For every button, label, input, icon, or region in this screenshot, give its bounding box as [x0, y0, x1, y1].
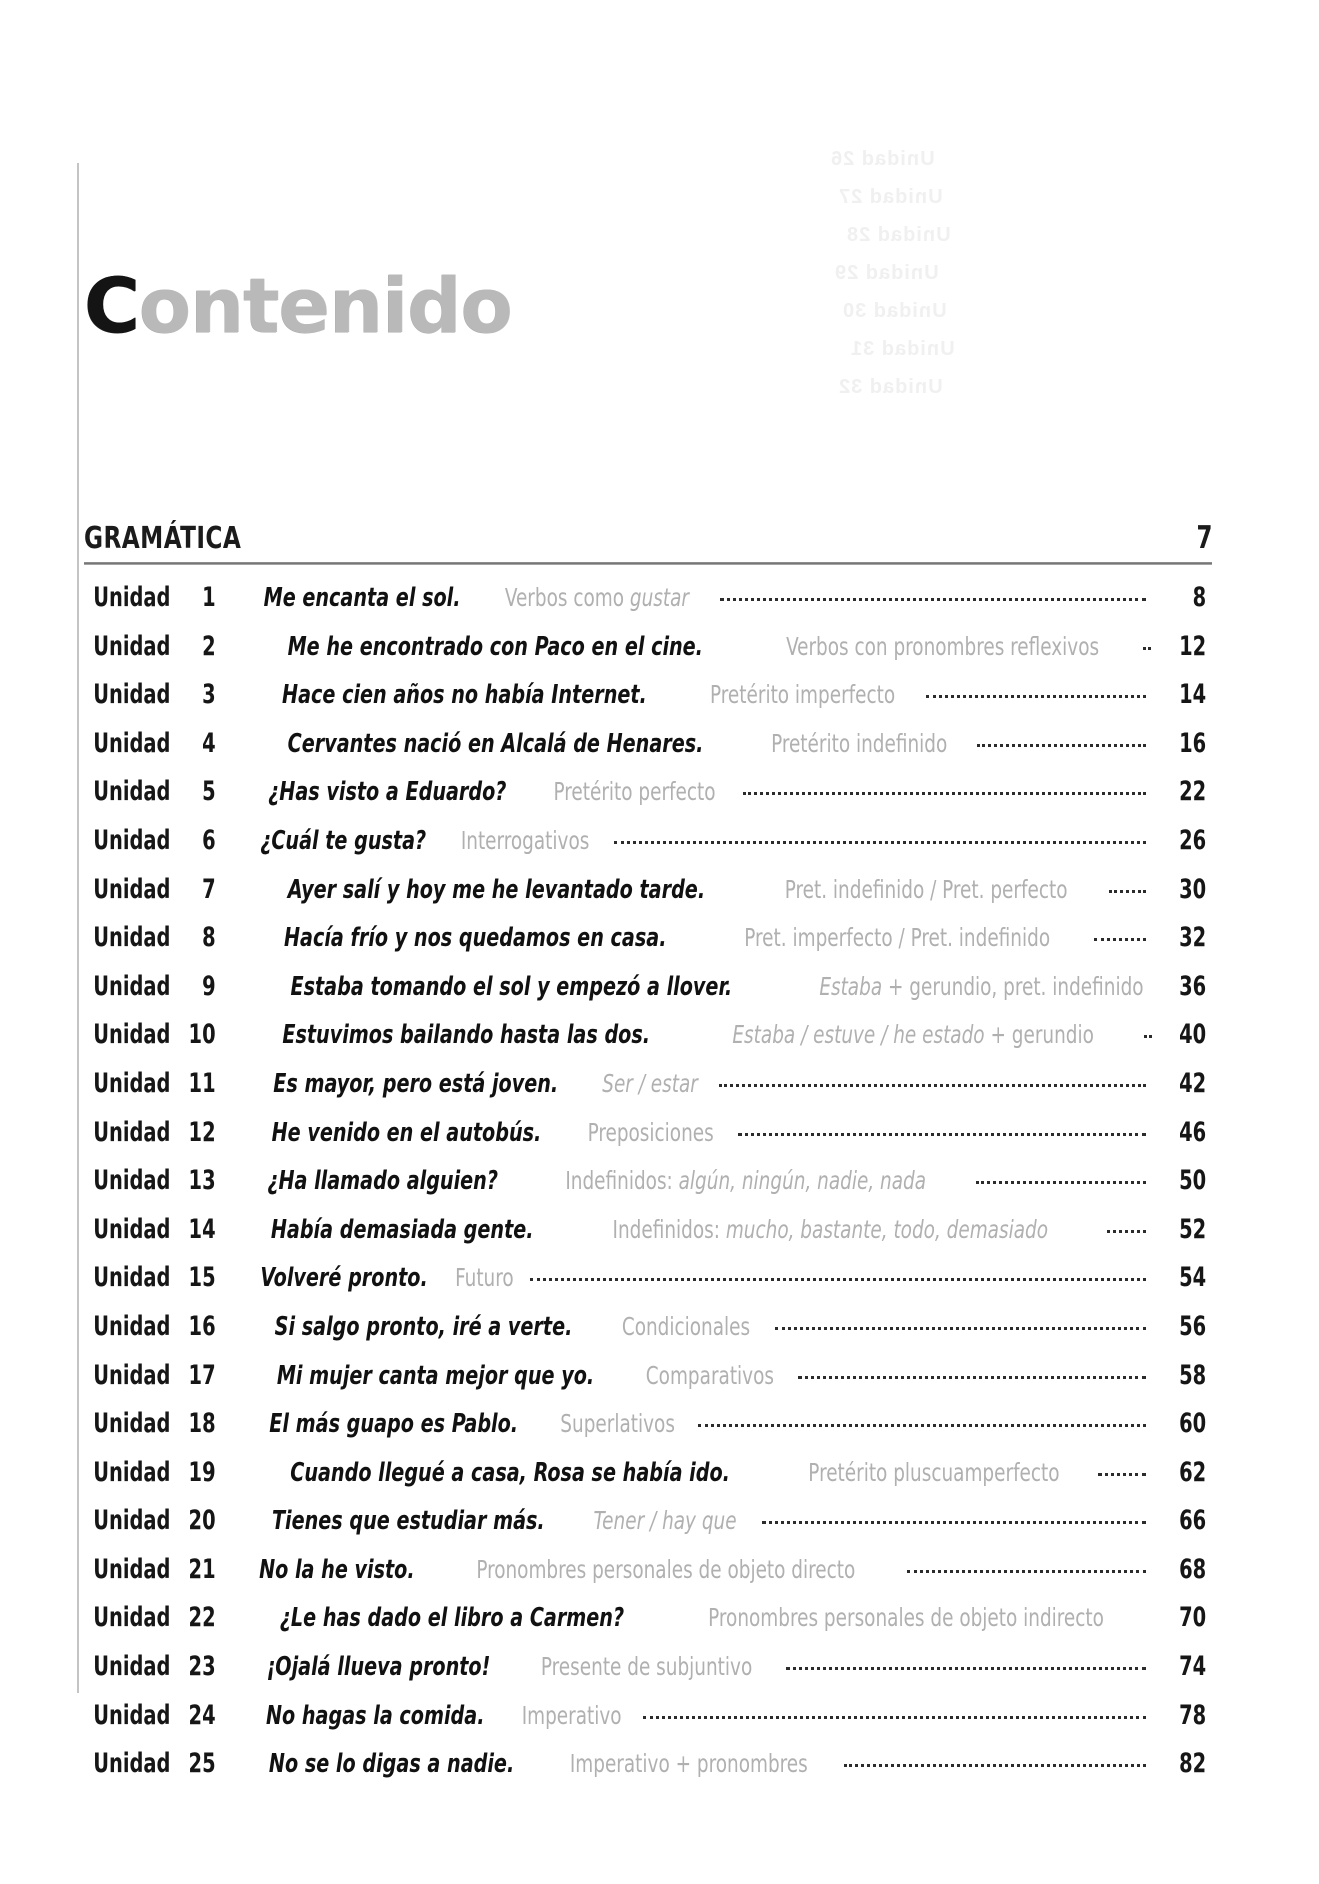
toc-entry-body — [242, 923, 1154, 953]
toc-entry[interactable] — [84, 776, 1212, 825]
toc-entry-topic: Pretérito indefinido — [771, 728, 948, 758]
toc-entry-body — [242, 1652, 1154, 1682]
toc-entry-topic: Interrogativos — [461, 825, 590, 855]
toc-entry-unit-number: 11 — [188, 1067, 216, 1099]
toc-entry-title: Hacía frío y nos quedamos en casa. — [283, 923, 667, 954]
toc-entry-title: Estaba tomando el sol y empezó a llover. — [290, 971, 733, 1002]
toc-entry[interactable] — [84, 1311, 1212, 1360]
toc-entry-page-number[interactable]: 40 — [1179, 1019, 1207, 1051]
section-divider — [84, 562, 1212, 565]
toc-entry-body — [242, 1020, 1154, 1050]
toc-entry-topic-emphasis: Ser / estar — [602, 1068, 699, 1098]
toc-entry-unit-number: 22 — [188, 1602, 216, 1634]
toc-entry-dot-leader — [614, 841, 1146, 844]
toc-entry[interactable] — [84, 1651, 1212, 1700]
toc-entry-unit-label: Unidad — [93, 1456, 171, 1488]
toc-entry-dot-leader — [1144, 1035, 1154, 1038]
toc-entry-body — [242, 1118, 1154, 1148]
toc-entry-dot-leader — [1107, 1230, 1147, 1233]
toc-entry-page-number[interactable]: 74 — [1179, 1651, 1207, 1683]
toc-entry-body — [242, 1166, 1154, 1196]
toc-entry-topic: Verbos como gustar — [505, 583, 690, 612]
toc-entry-page-number[interactable]: 62 — [1179, 1456, 1207, 1488]
section-gramatica — [84, 520, 1212, 565]
toc-entry-body — [242, 1069, 1154, 1099]
toc-entry-title: ¿Has visto a Eduardo? — [268, 777, 507, 808]
toc-entry-dot-leader — [719, 1084, 1146, 1087]
toc-entry-title: Había demasiada gente. — [270, 1214, 534, 1245]
toc-entry-title: Me encanta el sol. — [263, 583, 461, 613]
toc-entry-topic: Pret. imperfecto / Pret. indefinido — [744, 923, 1051, 953]
toc-entry-title: No hagas la comida. — [265, 1700, 485, 1731]
page-title — [84, 261, 512, 350]
toc-entry[interactable] — [84, 1117, 1212, 1166]
toc-entry-unit-number: 7 — [202, 873, 216, 905]
toc-entry-body — [242, 1555, 1154, 1585]
toc-entry-topic: Comparativos — [645, 1360, 775, 1390]
toc-entry-topic-emphasis: algún, ningún, nadie, nada — [678, 1166, 927, 1196]
toc-entry-title: ¿Le has dado el libro a Carmen? — [279, 1603, 625, 1634]
toc-entry-unit-label: Unidad — [93, 582, 171, 613]
toc-entry-title: Tienes que estudiar más. — [271, 1506, 545, 1537]
toc-entry-unit-number: 2 — [202, 630, 216, 662]
toc-entry-topic: Imperativo + pronombres — [569, 1749, 808, 1779]
toc-entry-title: Ayer salí y hoy me he levantado tarde. — [287, 874, 706, 905]
toc-entry-unit-number: 16 — [188, 1310, 216, 1342]
show-through-text: Unidad 30 — [842, 300, 947, 322]
toc-entry-page-number[interactable]: 30 — [1179, 873, 1207, 905]
toc-entry[interactable] — [84, 1602, 1212, 1651]
toc-entry-body — [242, 875, 1154, 905]
toc-entry-title: Cervantes nació en Alcalá de Henares. — [287, 728, 704, 759]
toc-entry-dot-leader — [976, 1181, 1146, 1184]
toc-entry[interactable] — [84, 1457, 1212, 1506]
toc-entry-page-number[interactable]: 52 — [1179, 1213, 1207, 1245]
toc-entry-body — [242, 583, 1154, 613]
toc-entry-topic-emphasis: Estaba / estuve / he estado — [732, 1020, 986, 1050]
toc-entry-page-number[interactable]: 56 — [1179, 1310, 1207, 1342]
toc-entry[interactable] — [84, 679, 1212, 728]
toc-entry-title: El más guapo es Pablo. — [269, 1409, 519, 1440]
toc-list — [84, 582, 1212, 1797]
show-through-text: Unidad 29 — [834, 262, 939, 284]
toc-entry-unit-label: Unidad — [93, 776, 171, 808]
toc-entry-unit-label: Unidad — [93, 1067, 171, 1099]
toc-entry-unit-label: Unidad — [93, 1602, 171, 1634]
toc-entry-dot-leader — [1109, 890, 1146, 893]
toc-entry-page-number[interactable]: 78 — [1179, 1699, 1207, 1731]
toc-entry-unit-number: 15 — [188, 1262, 216, 1294]
toc-entry-topic-emphasis: gustar — [630, 583, 690, 612]
toc-entry-topic — [591, 1506, 737, 1535]
toc-entry-unit-number: 25 — [188, 1748, 216, 1780]
toc-entry-unit-label: Unidad — [93, 1213, 171, 1245]
toc-entry-unit-number: 4 — [202, 727, 216, 759]
toc-entry-title: No se lo digas a nadie. — [268, 1749, 515, 1780]
toc-entry-title: Me he encontrado con Paco en el cine. — [287, 631, 703, 662]
toc-entry-page-number[interactable]: 16 — [1179, 727, 1207, 759]
toc-entry[interactable] — [84, 1505, 1212, 1554]
toc-entry-title: Cuando llegué a casa, Rosa se había ido. — [290, 1457, 730, 1488]
page-title-initial: C — [84, 261, 139, 350]
toc-entry-dot-leader — [738, 1133, 1146, 1136]
toc-entry-unit-number: 12 — [188, 1116, 216, 1148]
toc-entry-unit-label: Unidad — [93, 1699, 171, 1731]
toc-entry-dot-leader — [977, 744, 1146, 747]
toc-entry-body — [242, 1361, 1154, 1391]
page-title-rest: ontenido — [138, 261, 512, 350]
toc-entry[interactable] — [84, 1700, 1212, 1749]
toc-entry-dot-leader — [798, 1376, 1146, 1379]
toc-entry-topic: Estaba + gerundio, pret. indefinido — [818, 971, 1144, 1001]
toc-entry-title: No la he visto. — [259, 1554, 415, 1585]
toc-entry-page-number[interactable]: 14 — [1179, 679, 1207, 711]
toc-entry-unit-number: 3 — [202, 679, 216, 711]
toc-entry[interactable] — [84, 971, 1212, 1020]
show-through-text: Unidad 26 — [830, 148, 935, 170]
toc-entry-dot-leader — [762, 1521, 1146, 1524]
toc-entry[interactable] — [84, 825, 1212, 874]
toc-entry-body — [242, 1603, 1154, 1633]
toc-entry-page-number[interactable]: 12 — [1179, 630, 1207, 662]
toc-entry-unit-number: 20 — [188, 1505, 216, 1537]
toc-entry[interactable] — [84, 922, 1212, 971]
toc-entry-dot-leader — [720, 598, 1146, 601]
toc-entry-dot-leader — [926, 695, 1146, 698]
toc-entry-page-number[interactable]: 42 — [1179, 1067, 1207, 1099]
toc-entry-topic-emphasis: Estaba — [818, 971, 882, 1001]
toc-entry-title: He venido en el autobús. — [271, 1117, 542, 1148]
toc-entry[interactable] — [84, 1165, 1212, 1214]
toc-entry-topic-emphasis: mucho, bastante, todo, demasiado — [726, 1214, 1049, 1244]
toc-entry-body — [242, 1701, 1154, 1731]
show-through-text: Unidad 31 — [850, 338, 955, 360]
toc-entry[interactable] — [84, 1262, 1212, 1311]
toc-entry-dot-leader — [907, 1570, 1146, 1573]
toc-entry-dot-leader — [1143, 647, 1154, 650]
toc-entry-unit-number: 5 — [202, 776, 216, 808]
toc-entry-unit-number: 14 — [188, 1213, 216, 1245]
toc-entry-dot-leader — [743, 792, 1146, 795]
toc-entry-unit-label: Unidad — [93, 1505, 171, 1537]
toc-entry-title: Es mayor, pero está joven. — [273, 1068, 559, 1099]
toc-entry-unit-number: 19 — [188, 1456, 216, 1488]
toc-entry-topic: Preposiciones — [587, 1117, 714, 1147]
toc-entry-title: Hace cien años no había Internet. — [282, 680, 647, 711]
toc-entry-unit-label: Unidad — [93, 873, 171, 905]
toc-entry-title: ¿Ha llamado alguien? — [267, 1166, 498, 1197]
toc-entry-unit-label: Unidad — [93, 970, 171, 1002]
toc-entry[interactable] — [84, 1019, 1212, 1068]
toc-entry-body — [242, 1409, 1154, 1439]
toc-entry-topic: Pretérito perfecto — [553, 777, 716, 807]
toc-entry-body — [242, 777, 1154, 807]
toc-entry-topic: Presente de subjuntivo — [540, 1652, 753, 1682]
toc-entry-body — [242, 972, 1154, 1002]
toc-entry-unit-number: 18 — [188, 1408, 216, 1440]
toc-entry-topic: Pret. indefinido / Pret. perfecto — [784, 874, 1068, 904]
toc-entry-body — [242, 1215, 1154, 1245]
toc-entry-title: ¡Ojalá llueva pronto! — [266, 1652, 491, 1683]
show-through-text: Unidad 27 — [838, 186, 943, 208]
toc-entry-topic: Pretérito imperfecto — [709, 680, 896, 710]
toc-entry-body — [242, 1749, 1154, 1779]
toc-entry-page-number[interactable]: 32 — [1179, 922, 1207, 954]
toc-entry-dot-leader — [844, 1764, 1146, 1767]
toc-entry-page-number[interactable]: 70 — [1179, 1602, 1207, 1634]
toc-entry-title: ¿Cuál te gusta? — [260, 825, 427, 856]
toc-entry-topic: Estaba / estuve / he estado + gerundio — [732, 1020, 1095, 1050]
toc-entry-topic: Imperativo — [522, 1700, 623, 1730]
toc-entry-unit-label: Unidad — [93, 1116, 171, 1148]
toc-entry-page-number[interactable]: 82 — [1179, 1748, 1207, 1780]
toc-entry-unit-number: 24 — [188, 1699, 216, 1731]
toc-entry-unit-number: 1 — [202, 582, 216, 613]
toc-entry-body — [242, 1263, 1154, 1293]
toc-entry[interactable] — [84, 1068, 1212, 1117]
toc-entry-page-number[interactable]: 22 — [1179, 776, 1207, 808]
toc-entry-page-number[interactable]: 54 — [1179, 1262, 1207, 1294]
toc-entry-unit-label: Unidad — [93, 1165, 171, 1197]
toc-entry-topic: Verbos con pronombres reflexivos — [785, 631, 1099, 661]
show-through-text: Unidad 28 — [846, 224, 951, 246]
toc-entry-dot-leader — [1098, 1473, 1146, 1476]
toc-entry-body — [242, 1312, 1154, 1342]
toc-entry[interactable] — [84, 728, 1212, 777]
toc-entry-unit-label: Unidad — [93, 1408, 171, 1440]
toc-entry[interactable] — [84, 631, 1212, 680]
toc-entry-unit-number: 23 — [188, 1651, 216, 1683]
toc-entry-unit-number: 17 — [188, 1359, 216, 1391]
toc-entry[interactable] — [84, 1748, 1212, 1797]
toc-entry-unit-number: 10 — [188, 1019, 216, 1051]
toc-entry-unit-label: Unidad — [93, 824, 171, 856]
toc-entry-unit-label: Unidad — [93, 1553, 171, 1585]
toc-entry-page-number[interactable]: 60 — [1179, 1408, 1207, 1440]
toc-entry-unit-label: Unidad — [93, 727, 171, 759]
toc-entry-dot-leader — [1094, 938, 1146, 941]
toc-entry-page-number[interactable]: 36 — [1179, 970, 1207, 1002]
toc-entry-page-number[interactable]: 26 — [1179, 824, 1207, 856]
toc-entry[interactable] — [84, 1360, 1212, 1409]
toc-entry-body — [242, 632, 1154, 662]
toc-entry-unit-number: 9 — [202, 970, 216, 1002]
toc-entry-dot-leader — [530, 1278, 1146, 1281]
toc-entry-page-number[interactable]: 58 — [1179, 1359, 1207, 1391]
toc-entry-topic: Pretérito pluscuamperfecto — [808, 1457, 1060, 1487]
toc-entry-dot-leader — [786, 1667, 1146, 1670]
toc-entry-unit-label: Unidad — [93, 1019, 171, 1051]
toc-entry-unit-number: 8 — [202, 922, 216, 954]
toc-entry-title: Volveré pronto. — [260, 1263, 428, 1294]
left-margin-rule — [77, 163, 79, 1693]
toc-entry-unit-label: Unidad — [93, 1359, 171, 1391]
toc-entry[interactable] — [84, 1554, 1212, 1603]
toc-entry-page-number[interactable]: 68 — [1179, 1553, 1207, 1585]
toc-entry-topic: Pronombres personales de objeto directo — [476, 1554, 855, 1584]
toc-entry-unit-label: Unidad — [93, 1262, 171, 1294]
toc-entry-unit-label: Unidad — [93, 1310, 171, 1342]
section-heading: GRAMÁTICA — [84, 521, 242, 556]
toc-entry-dot-leader — [775, 1327, 1146, 1330]
show-through-text: Unidad 32 — [838, 376, 943, 398]
toc-entry[interactable] — [84, 1408, 1212, 1457]
toc-entry-topic: Superlativos — [560, 1409, 676, 1439]
toc-entry-body — [242, 1506, 1154, 1536]
toc-entry-title: Si salgo pronto, iré a verte. — [274, 1311, 573, 1342]
toc-entry-topic: Condicionales — [621, 1311, 751, 1341]
toc-entry[interactable] — [84, 582, 1212, 631]
toc-entry-page-number[interactable]: 46 — [1179, 1116, 1207, 1148]
toc-entry-body — [242, 826, 1154, 856]
toc-entry-body — [242, 729, 1154, 759]
toc-entry-topic: Pronombres personales de objeto indirecto — [708, 1603, 1104, 1633]
toc-entry-page-number[interactable]: 50 — [1179, 1165, 1207, 1197]
toc-entry-unit-label: Unidad — [93, 1748, 171, 1780]
toc-entry-unit-number: 6 — [202, 824, 216, 856]
toc-entry-title: Mi mujer canta mejor que yo. — [276, 1360, 595, 1391]
toc-entry-topic-emphasis: Tener / hay que — [593, 1506, 737, 1536]
toc-entry-unit-label: Unidad — [93, 630, 171, 662]
toc-entry-unit-label: Unidad — [93, 679, 171, 711]
toc-entry-page-number[interactable]: 66 — [1179, 1505, 1207, 1537]
toc-entry-body — [242, 680, 1154, 710]
toc-entry-topic: Indefinidos: algún, ningún, nadie, nada — [565, 1166, 927, 1196]
toc-entry-page-number[interactable]: 8 — [1192, 582, 1207, 613]
toc-entry-body — [242, 1458, 1154, 1488]
toc-entry-unit-number: 13 — [188, 1165, 216, 1197]
toc-entry-unit-label: Unidad — [93, 922, 171, 954]
toc-entry-dot-leader — [643, 1716, 1146, 1719]
toc-entry-topic: Indefinidos: mucho, bastante, todo, demasiado — [612, 1214, 1049, 1244]
toc-entry[interactable] — [84, 874, 1212, 923]
toc-entry-dot-leader — [698, 1424, 1146, 1427]
toc-entry-unit-label: Unidad — [93, 1651, 171, 1683]
toc-entry-title: Estuvimos bailando hasta las dos. — [282, 1020, 651, 1051]
toc-entry-topic: Futuro — [455, 1263, 514, 1293]
toc-entry[interactable] — [84, 1214, 1212, 1263]
toc-entry-unit-number: 21 — [188, 1553, 216, 1585]
toc-entry-topic — [600, 1069, 698, 1098]
section-page-number: 7 — [1196, 520, 1212, 556]
